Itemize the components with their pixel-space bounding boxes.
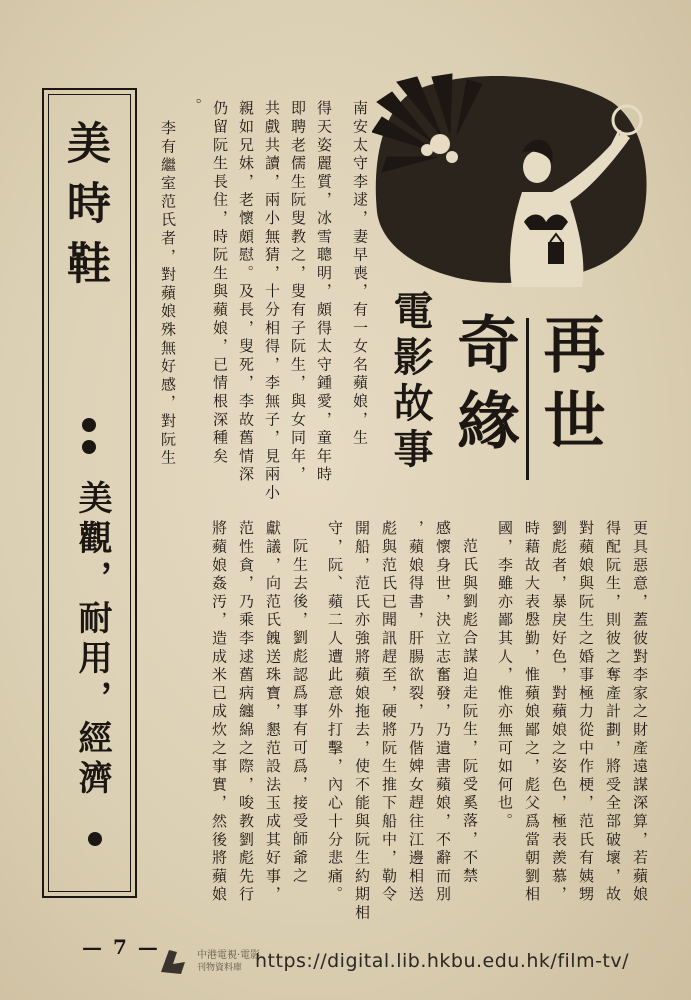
page-number: — 7 — — [82, 935, 160, 959]
story-upper-col-8: 李有繼室范氏者，對蘋娘殊無好感，對阮生 — [159, 120, 177, 468]
story-lower-col-1: 更具惡意，蓋彼對李家之財產遠謀深算，若蘋娘 — [631, 520, 649, 905]
title-divider — [526, 318, 529, 480]
ad-slogan: 美觀，耐用，經濟 — [72, 480, 112, 800]
story-lower-col-5: 時藉故大表慇勤，惟蘋娘鄙之，彪父爲當朝劉相 — [523, 520, 541, 905]
story-lower-col-2: 得配阮生，則彼之奪產計劃，將受全部破壞，故 — [604, 520, 622, 905]
story-title-line1: 再世 — [533, 312, 606, 464]
story-lower-col-9: ，蘋娘得書，肝腸欲裂，乃偕婢女趕往江邊相送 — [407, 520, 425, 905]
story-lower-col-6: 國，李雖亦鄙其人，惟亦無可如何也。 — [496, 520, 514, 832]
story-upper-col-4: 共戲共讀，兩小無猜，十分相得，李無子，見兩小 — [263, 100, 281, 503]
archive-watermark — [155, 942, 691, 982]
ad-brand-name: 美時鞋 — [59, 120, 110, 300]
story-lower-col-12: 守，阮、蘋二人遭此意外打擊，內心十分悲痛。 — [326, 520, 344, 905]
story-lower-col-10: 彪與范氏已聞訊趕至，硬將阮生推下船中，勒令 — [380, 520, 398, 905]
story-lower-col-3: 對蘋娘與阮生之婚事極力從中作梗，范氏有姨甥 — [577, 520, 595, 905]
archive-logo-icon — [155, 942, 191, 978]
archive-url-link[interactable]: https://digital.lib.hkbu.edu.hk/film-tv/ — [255, 950, 630, 972]
archive-name-line1: 中港電視·電影 — [197, 950, 261, 961]
story-upper-col-5: 親如兄妹，老懷頗慰。及長，叟死，李故舊情深 — [237, 100, 255, 485]
story-upper-col-6: 仍留阮生長住，時阮生與蘋娘，已情根深種矣 — [211, 100, 229, 466]
ad-bullet-dot — [82, 440, 96, 454]
ad-bullet-dot — [82, 418, 96, 432]
story-upper-col-2: 得天姿麗質，冰雪聰明，頗得太守鍾愛，童年時 — [315, 100, 333, 485]
story-upper-col-3: 即聘老儒生阮叟教之，叟有子阮生，與女同年， — [289, 100, 307, 485]
story-lower-col-13: 阮生去後，劉彪認爲事有可爲，接受師爺之 — [291, 538, 309, 886]
story-lower-col-8: 感懷身世，決立志奮發，乃遺書蘋娘，不辭而別 — [434, 520, 452, 905]
ad-end-dot — [88, 832, 102, 846]
story-subtitle: 電影故事 — [387, 290, 434, 474]
story-lower-col-4: 劉彪者，暴戾好色，對蘋娘之姿色，極表羨慕， — [550, 520, 568, 905]
story-lower-col-11: 開船，范氏亦強將蘋娘拖去，使不能與阮生約期相 — [353, 520, 371, 923]
story-lower-col-7: 范氏與劉彪合謀迫走阮生，阮受奚落，不禁 — [461, 538, 479, 886]
story-lower-col-14: 獻議，向范氏餽送珠寶，懇范設法玉成其好事， — [264, 520, 282, 905]
woman-illustration — [372, 72, 657, 287]
story-lower-col-16: 將蘋娘姦汚，造成米已成炊之事實，然後將蘋娘 — [210, 520, 228, 905]
story-upper-col-1: 南安太守李逑，妻早喪，有一女名蘋娘，生 — [351, 100, 369, 448]
story-title-line2: 奇緣 — [447, 312, 520, 464]
story-lower-col-15: 范性貪，乃乘李逑舊病纏綿之際，唆教劉彪先行 — [237, 520, 255, 905]
story-upper-col-7: 。 — [185, 98, 203, 117]
archive-name-line2: 刊物資料庫 — [197, 963, 243, 973]
